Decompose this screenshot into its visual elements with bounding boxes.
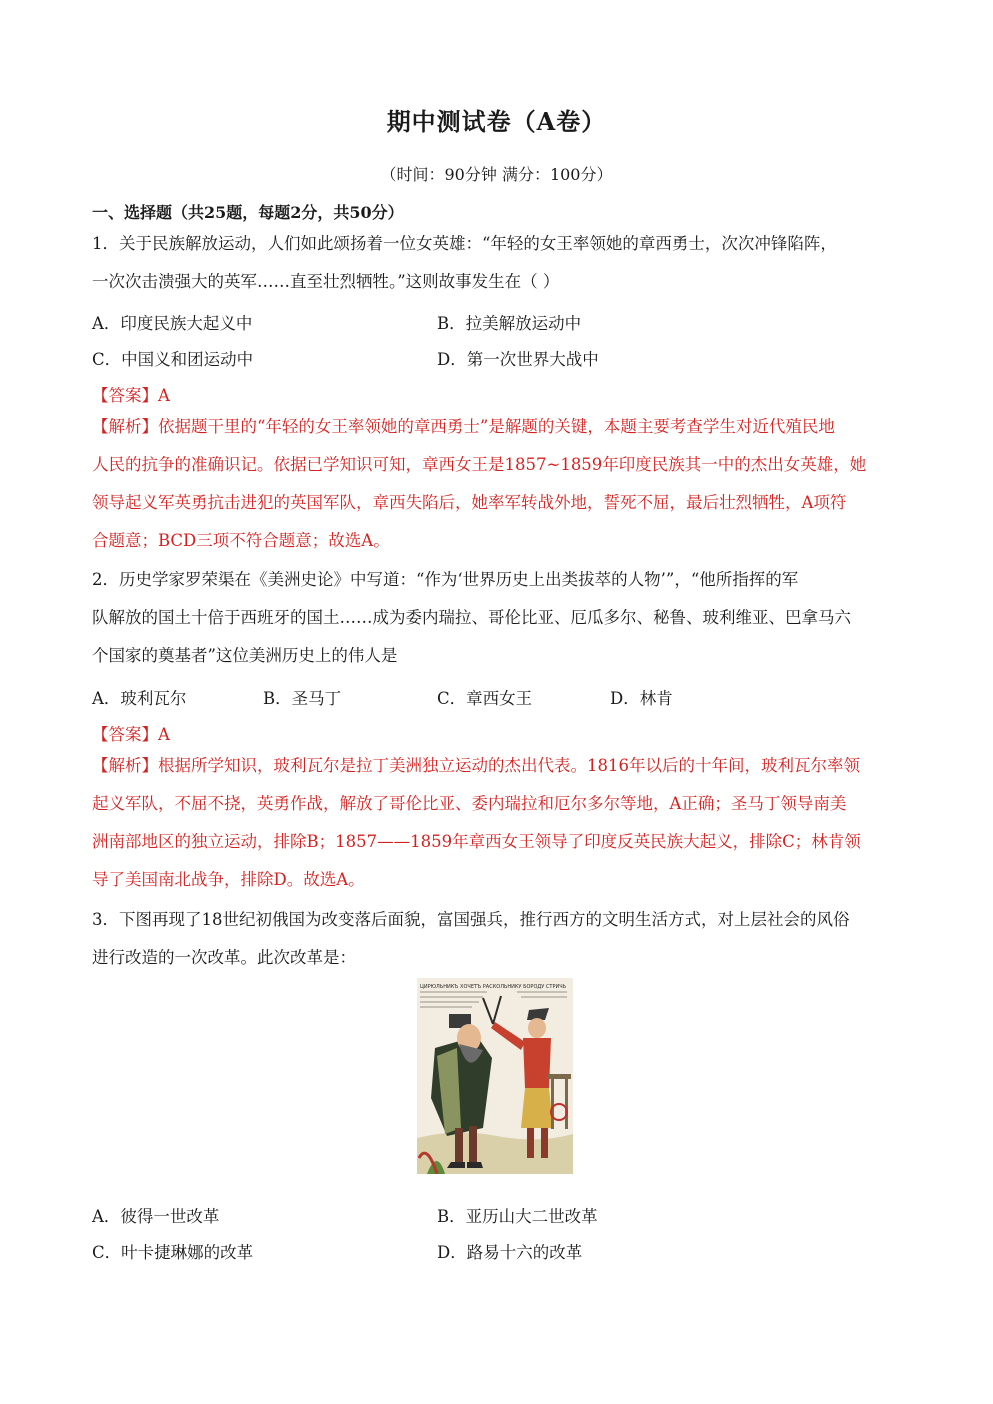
analysis-line: 人民的抗争的准确识记。依据已学知识可知，章西女王是1857~1859年印度民族其一中的杰出女英雄，她 — [92, 455, 867, 474]
question-2-option-d: D．林肯 — [610, 689, 673, 708]
barber-beard-picture — [417, 978, 573, 1174]
question-1-stem — [92, 225, 902, 301]
analysis-line: 【解析】根据所学知识，玻利瓦尔是拉丁美洲独立运动的杰出代表。1816年以后的十年间，玻利瓦尔率领 — [92, 756, 860, 775]
question-3-option-c: C．叶卡捷琳娜的改革 — [92, 1243, 254, 1262]
question-2-analysis — [92, 747, 902, 899]
lubok-illustration — [417, 978, 573, 1174]
question-2-option-b: B．圣马丁 — [263, 689, 342, 708]
analysis-line: 洲南部地区的独立运动，排除B；1857——1859年章西女王领导了印度反英民族大起义，排除C；林肯领 — [92, 832, 861, 851]
barber-coat — [523, 1038, 551, 1088]
question-2-option-c: C．章西女王 — [437, 689, 533, 708]
analysis-line: 起义军队，不屈不挠，英勇作战，解放了哥伦比亚、委内瑞拉和厄尔多尔等地，A正确；圣马丁领导南美 — [92, 794, 847, 813]
question-3-line: 3．下图再现了18世纪初俄国为改变落后面貌，富国强兵，推行西方的文明生活方式，对上层社会的风俗 — [92, 910, 850, 929]
question-1-line: 1．关于民族解放运动，人们如此颂扬着一位女英雄：“年轻的女王率领她的章西勇士，次次冲锋陷阵， — [92, 234, 837, 253]
question-1-option-c: C．中国义和团运动中 — [92, 350, 254, 369]
question-2-line: 个国家的奠基者”这位美洲历史上的伟人是 — [92, 646, 398, 665]
question-2-line: 队解放的国土十倍于西班牙的国土……成为委内瑞拉、哥伦比亚、厄瓜多尔、秘鲁、玻利维亚、巴拿马六 — [92, 608, 851, 627]
analysis-line: 【解析】依据题干里的“年轻的女王率领她的章西勇士”是解题的关键，本题主要考查学生对近代殖民地 — [92, 417, 835, 436]
question-3-line: 进行改造的一次改革。此次改革是： — [92, 948, 356, 967]
question-3-option-d: D．路易十六的改革 — [437, 1243, 583, 1262]
section-heading: 一、选择题（共25题，每题2分，共50分） — [92, 203, 404, 222]
analysis-line: 领导起义军英勇抗击进犯的英国军队，章西失陷后，她率军转战外地，誓死不屈，最后壮烈牺牲，A项符 — [92, 493, 847, 512]
page-title: 期中测试卷（A卷） — [386, 107, 607, 136]
question-1-option-b: B．拉美解放运动中 — [437, 314, 582, 333]
picture-caption: ЦИРЮЛЬНИКЪ ХОЧЕТЪ РАСКОЛЬНИКУ БОРОДУ СТРИЧЬ — [420, 984, 567, 990]
question-3-option-b: B．亚历山大二世改革 — [437, 1207, 598, 1226]
question-1-answer: 【答案】A — [92, 386, 170, 405]
question-1-option-d: D．第一次世界大战中 — [437, 350, 599, 369]
question-1-analysis — [92, 408, 902, 560]
barber-face — [528, 1018, 546, 1038]
question-2-stem — [92, 561, 902, 675]
analysis-line: 合题意；BCD三项不符合题意；故选A。 — [92, 531, 390, 550]
question-2-option-a: A．玻利瓦尔 — [92, 689, 187, 708]
question-3-stem — [92, 901, 902, 977]
question-1-line: 一次次击溃强大的英军……直至壮烈牺牲。”这则故事发生在（ ） — [92, 272, 560, 291]
question-1-option-a: A．印度民族大起义中 — [92, 314, 253, 333]
exam-time-score: （时间：90分钟 满分：100分） — [380, 165, 613, 184]
question-2-answer: 【答案】A — [92, 725, 170, 744]
question-3-option-a: A．彼得一世改革 — [92, 1207, 220, 1226]
question-2-line: 2．历史学家罗荣渠在《美洲史论》中写道：“作为‘世界历史上出类拔萃的人物’”，“他所指挥的军 — [92, 570, 799, 589]
analysis-line: 导了美国南北战争，排除D。故选A。 — [92, 870, 365, 889]
